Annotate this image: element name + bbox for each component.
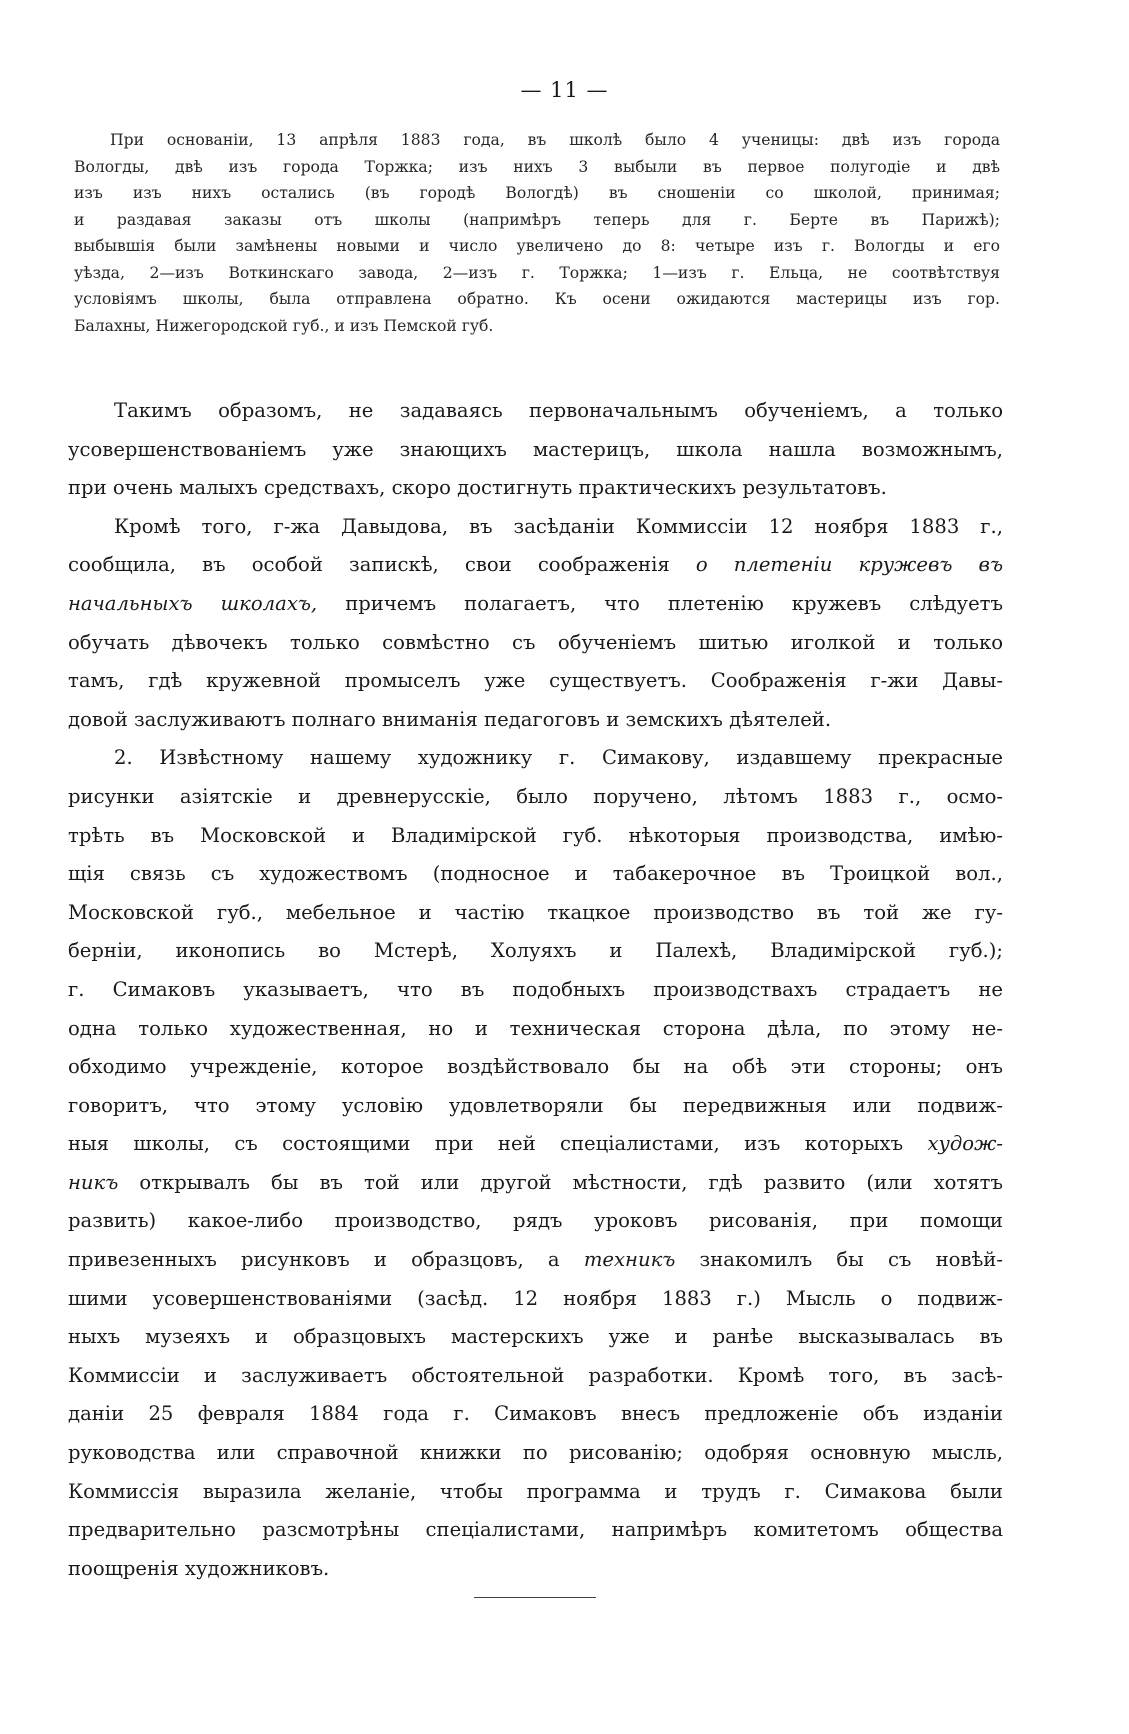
body-text: ныя школы, съ состоящими при ней спеціалистами, изъ которыхъ xyxy=(68,1132,904,1156)
body-line: 2. Извѣстному нашему художнику г. Симакову, издавшему прекрасные xyxy=(114,746,1003,770)
body-line: Коммиссіи и заслуживаетъ обстоятельной разработки. Кромѣ того, въ засѣ- xyxy=(68,1363,1003,1387)
closing-rule xyxy=(474,1597,596,1598)
body-text: знакомилъ бы съ новѣй- xyxy=(699,1248,1003,1272)
body-line: г. Симаковъ указываетъ, что въ подобныхъ производствахъ страдаетъ не xyxy=(68,977,1003,1001)
body-line: тамъ, гдѣ кружевной промыселъ уже существуетъ. Соображенія г-жи Давы- xyxy=(68,669,1003,693)
footnote-line: Балахны, Нижегородской губ., и изъ Пемской губ. xyxy=(74,316,494,335)
footnote-line: уѣзда, 2—изъ Воткинскаго завода, 2—изъ г. Торжка; 1—изъ г. Ельца, не соотвѣтствуя xyxy=(74,263,1000,282)
body-line: шими усовершенствованіями (засѣд. 12 ноября 1883 г.) Мысль о подвиж- xyxy=(68,1286,1003,1310)
italic-word: худож- xyxy=(927,1132,1003,1156)
body-line xyxy=(68,1164,1003,1203)
body-line: Московской губ., мебельное и частію ткацкое производство въ той же гу- xyxy=(68,900,1003,924)
footnote-line: При основаніи, 13 апрѣля 1883 года, въ школѣ было 4 ученицы: двѣ изъ города xyxy=(110,131,1000,149)
body-line xyxy=(68,585,1003,624)
body-line: говоритъ, что этому условію удовлетворяли бы передвижныя или подвиж- xyxy=(68,1093,1003,1117)
body-text: привезенныхъ рисунковъ и образцовъ, а xyxy=(68,1248,560,1272)
page-number: — 11 — xyxy=(520,78,609,102)
body-line: берніи, иконопись во Мстерѣ, Холуяхъ и Палехѣ, Владимірской губ.); xyxy=(68,939,1003,963)
body-line: обходимо учрежденіе, которое воздѣйствовало бы на обѣ эти стороны; онъ xyxy=(68,1055,1003,1079)
body-line: трѣть въ Московской и Владимірской губ. нѣкоторыя производства, имѣю- xyxy=(68,823,1003,847)
body-text: сообщила, въ особой запискѣ, свои соображенія xyxy=(68,553,670,577)
body-text: причемъ полагаетъ, что плетенію кружевъ слѣдуетъ xyxy=(345,591,1003,615)
body-line: Такимъ образомъ, не задаваясь первоначальнымъ обученіемъ, а только xyxy=(114,399,1003,422)
footnote-line: и раздавая заказы отъ школы (напримѣръ теперь для г. Берте въ Парижѣ); xyxy=(74,210,1000,229)
italic-word: никъ xyxy=(68,1170,119,1194)
body-line: ныхъ музеяхъ и образцовыхъ мастерскихъ уже и ранѣе высказывалась въ xyxy=(68,1325,1003,1349)
body-line xyxy=(68,1125,1003,1164)
body-line: одна только художественная, но и техническая сторона дѣла, по этому не- xyxy=(68,1016,1003,1040)
italic-title: начальныхъ школахъ, xyxy=(68,591,318,615)
footnote-line: изъ изъ нихъ остались (въ городѣ Вологдѣ) въ сношеніи со школой, принимая; xyxy=(74,184,1000,202)
italic-title: о плетеніи кружевъ въ xyxy=(695,553,1004,577)
footnote-line: условіямъ школы, была отправлена обратно. Къ осени ожидаются мастерицы изъ гор. xyxy=(74,290,1000,308)
body-line: поощренія художниковъ. xyxy=(68,1556,330,1580)
body-line xyxy=(68,1241,1003,1280)
body-line: усовершенствованіемъ уже знающихъ мастерицъ, школа нашла возможнымъ, xyxy=(68,437,1003,461)
footnote-line: выбывшія были замѣнены новыми и число увеличено до 8: четыре изъ г. Вологды и его xyxy=(74,237,1000,255)
body-line: Кромѣ того, г-жа Давыдова, въ засѣданіи Коммиссіи 12 ноября 1883 г., xyxy=(114,514,1003,538)
body-line: даніи 25 февраля 1884 года г. Симаковъ внесъ предложеніе объ изданіи xyxy=(68,1402,1003,1426)
body-line: руководства или справочной книжки по рисованію; одобряя основную мысль, xyxy=(68,1441,1003,1465)
body-line: при очень малыхъ средствахъ, скоро достигнуть практическихъ результатовъ. xyxy=(68,476,887,500)
main-text xyxy=(68,392,1003,1588)
body-line: рисунки азіятскіе и древнерусскіе, было поручено, лѣтомъ 1883 г., осмо- xyxy=(68,784,1003,808)
footnote-block xyxy=(74,127,1000,339)
body-line: развить) какое-либо производство, рядъ уроковъ рисованія, при помощи xyxy=(68,1209,1003,1233)
body-line: Коммиссія выразила желаніе, чтобы программа и трудъ г. Симакова были xyxy=(68,1479,1003,1503)
body-line: обучать дѣвочекъ только совмѣстно съ обученіемъ шитью иголкой и только xyxy=(68,630,1003,654)
body-text: открывалъ бы въ той или другой мѣстности, гдѣ развито (или хотятъ xyxy=(139,1170,1003,1194)
footnote-line: Вологды, двѣ изъ города Торжка; изъ нихъ 3 выбыли въ первое полугодіе и двѣ xyxy=(74,157,1000,176)
body-line: предварительно разсмотрѣны спеціалистами, напримѣръ комитетомъ общества xyxy=(68,1518,1003,1542)
body-line: щія связь съ художествомъ (подносное и табакерочное въ Троицкой вол., xyxy=(68,862,1003,886)
italic-word: техникъ xyxy=(583,1248,676,1272)
body-line: довой заслуживаютъ полнаго вниманія педагоговъ и земскихъ дѣятелей. xyxy=(68,707,832,731)
body-line xyxy=(68,546,1003,585)
